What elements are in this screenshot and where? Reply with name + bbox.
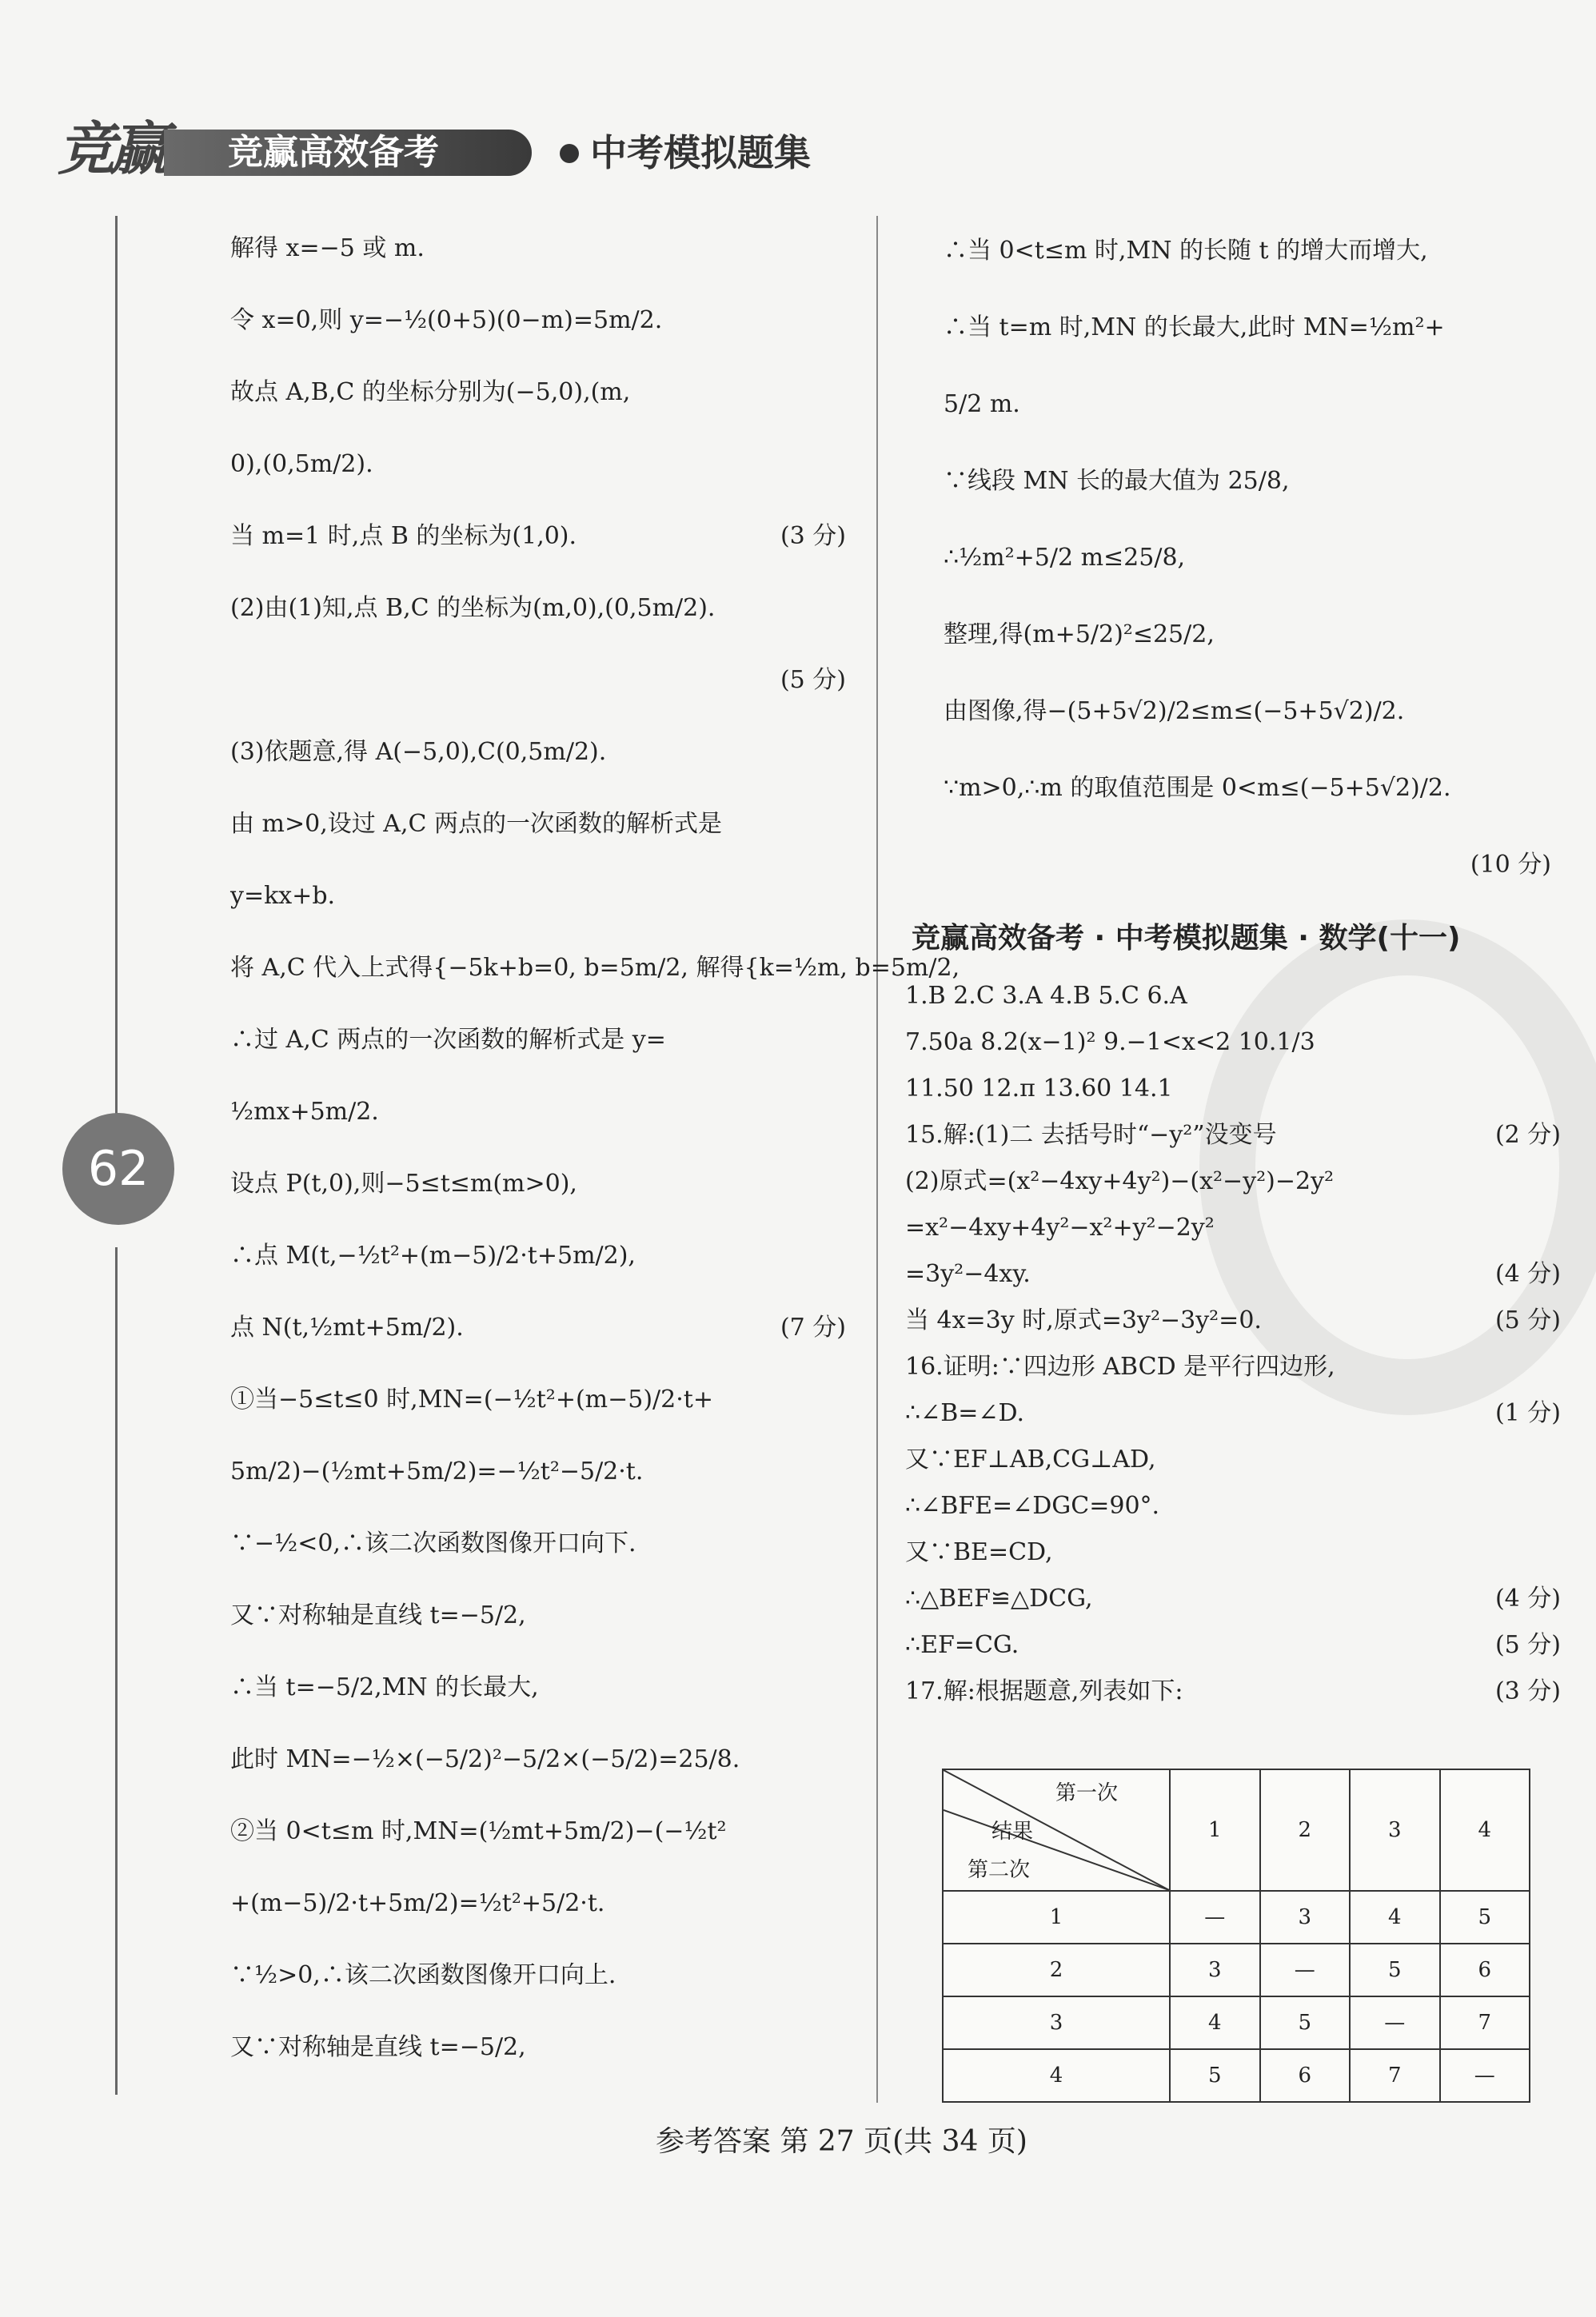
table-row <box>943 1996 1530 2049</box>
text-line <box>944 520 1551 596</box>
text-line <box>230 1796 846 1868</box>
series-banner: 竞赢高效备考 <box>164 130 532 176</box>
line-text: ∴当 0<t≤m 时,MN 的长随 t 的增大而增大, <box>944 237 1428 265</box>
text-line <box>905 1677 1561 1706</box>
line-text: 17.解:根据题意,列表如下: <box>905 1677 1183 1705</box>
table-cell: 4 <box>1170 1996 1260 2049</box>
answer-list <box>905 982 1561 1724</box>
text-line <box>905 1399 1561 1428</box>
text-line <box>230 500 846 572</box>
score-mark: (2 分) <box>1494 1121 1561 1149</box>
score-mark: (3 分) <box>1494 1677 1561 1705</box>
line-text: +(m−5)/2·t+5m/2)=½t²+5/2·t. <box>230 1889 605 1917</box>
table-cell: 1 <box>943 1891 1170 1944</box>
line-text: ∴½m²+5/2 m≤25/8, <box>944 544 1186 572</box>
table-corner-header <box>943 1769 1170 1891</box>
line-text: 1.B 2.C 3.A 4.B 5.C 6.A <box>905 982 1187 1010</box>
table-cell: — <box>1350 1996 1440 2049</box>
text-line <box>230 1292 846 1364</box>
right-column <box>944 213 1551 903</box>
score-mark: (4 分) <box>1494 1585 1561 1613</box>
text-line <box>905 1446 1561 1474</box>
line-text: ∵m>0,∴m 的取值范围是 0<m≤(−5+5√2)/2. <box>944 774 1451 802</box>
text-line <box>230 213 846 285</box>
text-line <box>230 1436 846 1508</box>
table-row <box>943 2049 1530 2102</box>
table-row <box>943 1944 1530 1996</box>
line-text: ∴∠B=∠D. <box>905 1399 1025 1427</box>
text-line <box>905 1492 1561 1521</box>
line-text: (3)依题意,得 A(−5,0),C(0,5m/2). <box>230 738 607 766</box>
text-line <box>944 289 1551 366</box>
line-text: ∴点 M(t,−½t²+(m−5)/2·t+5m/2), <box>230 1242 636 1270</box>
line-text: (2)原式=(x²−4xy+4y²)−(x²−y²)−2y² <box>905 1167 1335 1195</box>
line-text: =3y²−4xy. <box>905 1260 1031 1288</box>
text-line <box>230 2012 846 2084</box>
text-line <box>230 1220 846 1292</box>
text-line <box>944 750 1551 827</box>
line-text: 又∵BE=CD, <box>905 1538 1053 1566</box>
table-cell: 6 <box>1260 2049 1351 2102</box>
text-line <box>230 429 846 500</box>
text-line <box>905 1121 1561 1150</box>
text-line <box>905 1075 1561 1103</box>
table-cell: 3 <box>943 1996 1170 2049</box>
text-line <box>230 1868 846 1940</box>
text-line <box>905 982 1561 1011</box>
margin-line-lower <box>115 1247 118 2095</box>
table-cell: — <box>1260 1944 1351 1996</box>
text-line <box>230 285 846 357</box>
line-text: 7.50a 8.2(x−1)² 9.−1<x<2 10.1/3 <box>905 1028 1315 1056</box>
line-text: 由图像,得−(5+5√2)/2≤m≤(−5+5√2)/2. <box>944 697 1405 725</box>
table-cell: 7 <box>1350 2049 1440 2102</box>
page-number-badge: 62 <box>62 1113 174 1225</box>
line-text: y=kx+b. <box>230 882 336 910</box>
text-line <box>230 788 846 860</box>
text-line <box>944 213 1551 289</box>
text-line <box>944 366 1551 443</box>
text-line <box>944 596 1551 673</box>
line-text: 5m/2)−(½mt+5m/2)=−½t²−5/2·t. <box>230 1458 644 1486</box>
table-cell: 4 <box>1350 1891 1440 1944</box>
line-text: 由 m>0,设过 A,C 两点的一次函数的解析式是 <box>230 810 722 838</box>
line-text: ∴过 A,C 两点的一次函数的解析式是 y= <box>230 1026 666 1054</box>
text-line <box>230 572 846 644</box>
text-line <box>230 932 960 1004</box>
table-cell: — <box>1440 2049 1530 2102</box>
line-text: 5/2 m. <box>944 390 1020 418</box>
table-cell: 7 <box>1440 1996 1530 2049</box>
header-result: 结果 <box>992 1820 1034 1844</box>
result-table <box>942 1769 1530 2103</box>
col-header: 2 <box>1260 1769 1351 1891</box>
text-line <box>905 1167 1561 1196</box>
line-text: 故点 A,B,C 的坐标分别为(−5,0),(m, <box>230 378 631 406</box>
table-cell: 3 <box>1170 1944 1260 1996</box>
line-text: ①当−5≤t≤0 时,MN=(−½t²+(m−5)/2·t+ <box>230 1386 713 1414</box>
line-text: ∴当 t=m 时,MN 的长最大,此时 MN=½m²+ <box>944 313 1445 341</box>
line-text: ∵−½<0,∴该二次函数图像开口向下. <box>230 1529 636 1557</box>
line-text: 当 4x=3y 时,原式=3y²−3y²=0. <box>905 1306 1262 1334</box>
line-text: 11.50 12.π 13.60 14.1 <box>905 1075 1173 1103</box>
line-text: 15.解:(1)二 去括号时“−y²”没变号 <box>905 1121 1277 1149</box>
table-cell: 6 <box>1440 1944 1530 1996</box>
line-text: ∴∠BFE=∠DGC=90°. <box>905 1492 1160 1520</box>
score-mark: (5 分) <box>780 666 846 694</box>
text-line <box>230 1580 846 1652</box>
text-line <box>944 443 1551 520</box>
text-line <box>230 1724 846 1796</box>
line-text: ∴EF=CG. <box>905 1631 1019 1659</box>
column-divider <box>876 216 878 2103</box>
line-text: ②当 0<t≤m 时,MN=(½mt+5m/2)−(−½t² <box>230 1817 727 1845</box>
score-mark: (5 分) <box>1494 1306 1561 1334</box>
page-footer: 参考答案 第 27 页(共 34 页) <box>656 2125 1027 2158</box>
score-mark: (7 分) <box>780 1314 846 1342</box>
text-line <box>230 860 846 932</box>
text-line <box>230 1508 846 1580</box>
brand-logo: 竞赢 <box>58 115 164 182</box>
line-text: 16.证明:∵四边形 ABCD 是平行四边形, <box>905 1353 1335 1381</box>
line-text: 设点 P(t,0),则−5≤t≤m(m>0), <box>230 1170 577 1198</box>
text-line <box>230 1076 846 1148</box>
text-line <box>230 644 846 716</box>
score-mark: (4 分) <box>1494 1260 1561 1288</box>
text-line <box>905 1585 1561 1613</box>
table-cell: 5 <box>1170 2049 1260 2102</box>
col-header: 4 <box>1440 1769 1530 1891</box>
line-text: 令 x=0,则 y=−½(0+5)(0−m)=5m/2. <box>230 306 663 334</box>
col-header: 3 <box>1350 1769 1440 1891</box>
bullet-icon <box>560 144 579 163</box>
line-text: 解得 x=−5 或 m. <box>230 234 425 262</box>
text-line <box>905 1538 1561 1567</box>
text-line <box>905 1260 1561 1289</box>
line-text: 又∵EF⊥AB,CG⊥AD, <box>905 1446 1156 1474</box>
line-text: ∴当 t=−5/2,MN 的长最大, <box>230 1673 539 1701</box>
header-first: 第一次 <box>1055 1781 1119 1805</box>
text-line <box>944 673 1551 750</box>
score-mark: (5 分) <box>1494 1631 1561 1659</box>
line-text: 又∵对称轴是直线 t=−5/2, <box>230 1601 526 1629</box>
score-mark: (10 分) <box>1470 851 1551 879</box>
text-line <box>230 716 846 788</box>
table-cell: 4 <box>943 2049 1170 2102</box>
text-line <box>905 1353 1561 1382</box>
section-title: 竞赢高效备考 · 中考模拟题集 · 数学(十一) <box>912 922 1461 955</box>
text-line <box>905 1214 1561 1242</box>
text-line <box>230 1004 846 1076</box>
score-mark: (3 分) <box>780 522 846 550</box>
line-text: ∵线段 MN 长的最大值为 25/8, <box>944 467 1290 495</box>
table-cell: 3 <box>1260 1891 1351 1944</box>
margin-line <box>115 216 118 1127</box>
line-text: (2)由(1)知,点 B,C 的坐标为(m,0),(0,5m/2). <box>230 594 716 622</box>
text-line <box>905 1631 1561 1660</box>
line-text: 0),(0,5m/2). <box>230 450 373 478</box>
table-row <box>943 1891 1530 1944</box>
line-text: 此时 MN=−½×(−5/2)²−5/2×(−5/2)=25/8. <box>230 1745 740 1773</box>
line-text: 整理,得(m+5/2)²≤25/2, <box>944 620 1215 648</box>
text-line <box>230 1148 846 1220</box>
table-cell: — <box>1170 1891 1260 1944</box>
text-line <box>230 1940 846 2012</box>
line-text: 点 N(t,½mt+5m/2). <box>230 1314 464 1342</box>
left-column <box>230 213 960 2084</box>
line-text: 当 m=1 时,点 B 的坐标为(1,0). <box>230 522 577 550</box>
line-text: 又∵对称轴是直线 t=−5/2, <box>230 2033 526 2061</box>
page-title: 中考模拟题集 <box>590 131 811 174</box>
line-text: ½mx+5m/2. <box>230 1098 379 1126</box>
score-mark: (1 分) <box>1494 1399 1561 1427</box>
table-cell: 2 <box>943 1944 1170 1996</box>
col-header: 1 <box>1170 1769 1260 1891</box>
text-line <box>944 827 1551 903</box>
text-line <box>230 1652 846 1724</box>
text-line <box>905 1306 1561 1335</box>
line-text: 将 A,C 代入上式得{−5k+b=0, b=5m/2, 解得{k=½m, b=5m/2, <box>230 954 960 982</box>
text-line <box>905 1028 1561 1057</box>
line-text: ∴△BEF≌△DCG, <box>905 1585 1093 1613</box>
table-cell: 5 <box>1440 1891 1530 1944</box>
line-text: =x²−4xy+4y²−x²+y²−2y² <box>905 1214 1215 1242</box>
table-cell: 5 <box>1260 1996 1351 2049</box>
table-cell: 5 <box>1350 1944 1440 1996</box>
header-second: 第二次 <box>968 1858 1031 1882</box>
text-line <box>230 357 846 429</box>
text-line <box>230 1364 846 1436</box>
line-text: ∵½>0,∴该二次函数图像开口向上. <box>230 1961 616 1989</box>
